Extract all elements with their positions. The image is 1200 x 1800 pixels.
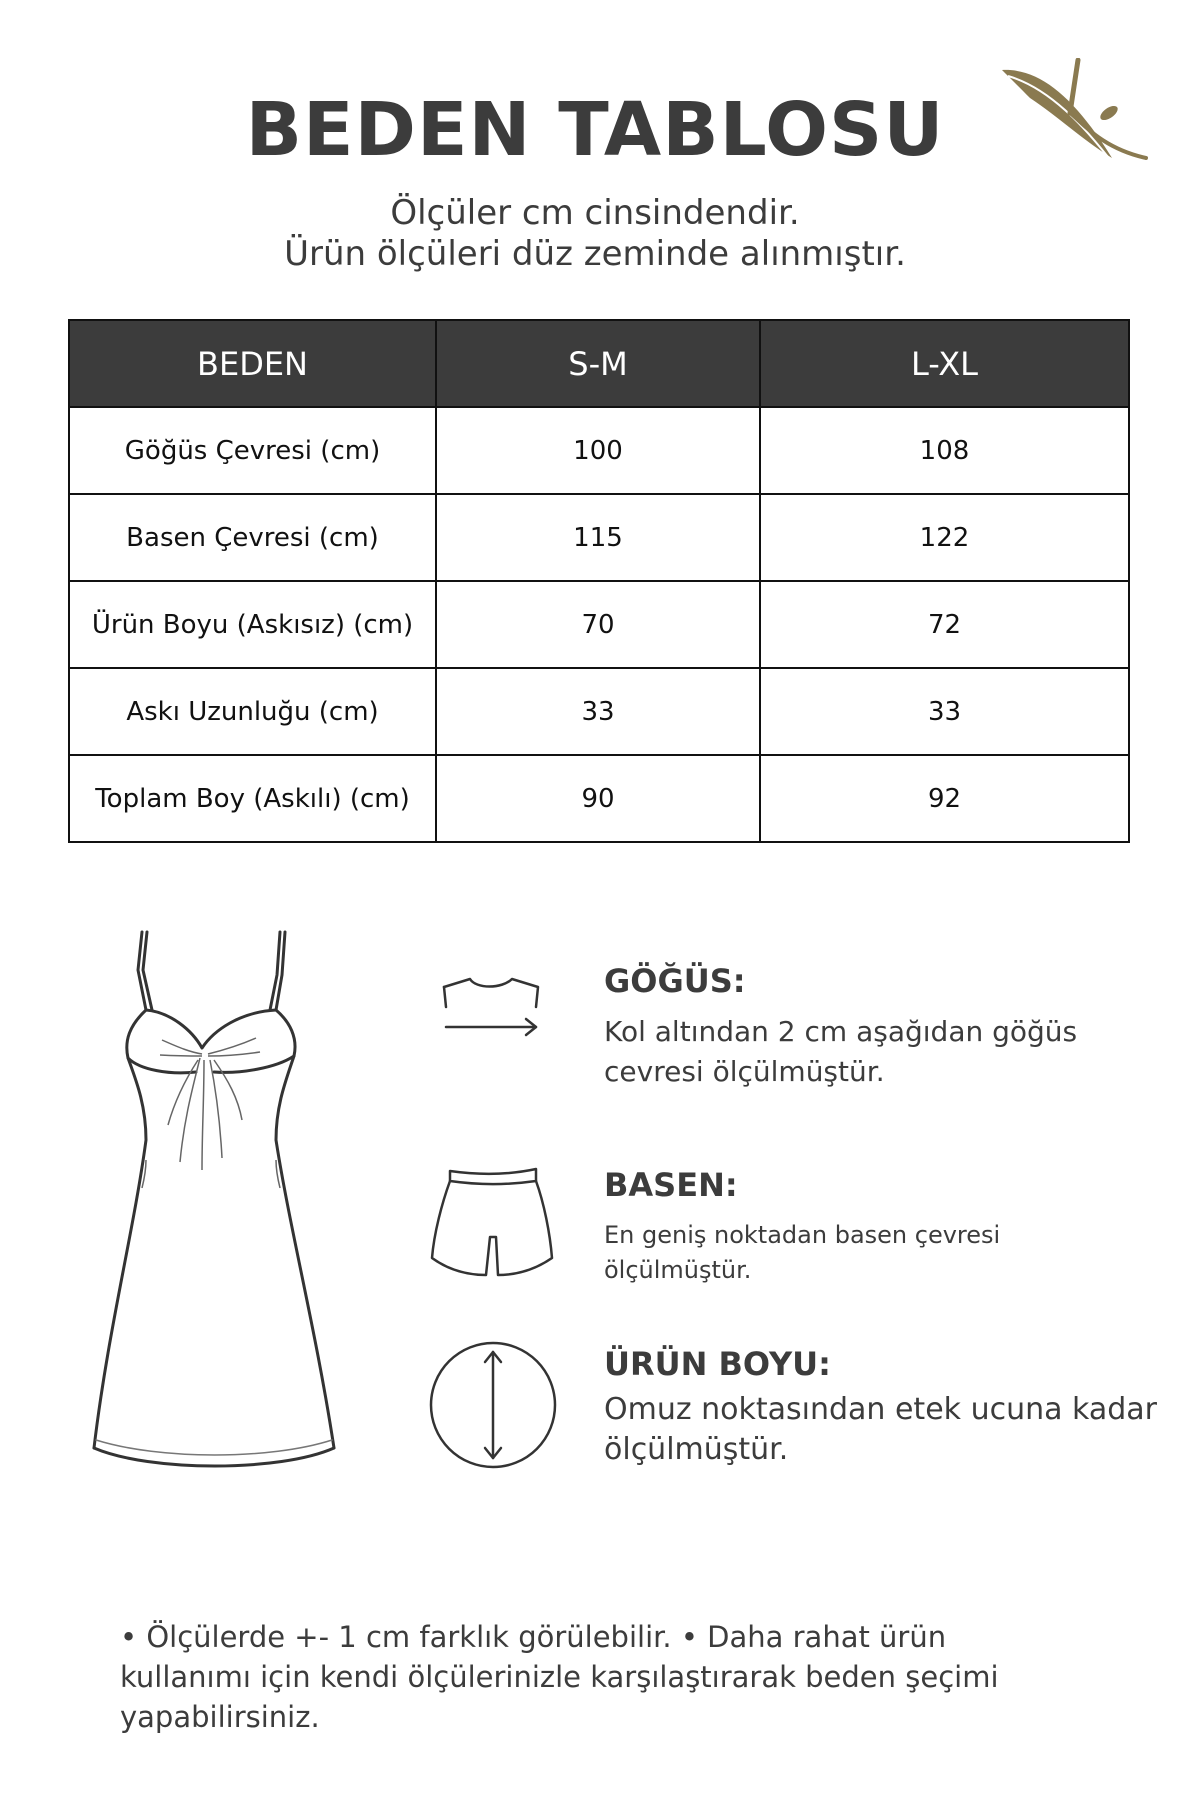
measurement-label: Toplam Boy (Askılı) (cm) — [69, 755, 436, 842]
table-cell: 115 — [436, 494, 760, 581]
measurement-label: Basen Çevresi (cm) — [69, 494, 436, 581]
footnote: • Ölçülerde +- 1 cm farklık görülebilir. • Daha rahat ürün kullanımı için kendi ölçülerinizle karşılaştırarak beden şeçimi yapabilirsiniz. — [120, 1620, 999, 1734]
measurement-label: Ürün Boyu (Askısız) (cm) — [69, 581, 436, 668]
length-description: Omuz noktasından etek ucuna kadar ölçülmüştür. — [604, 1392, 1158, 1467]
table-row — [69, 407, 1129, 494]
table-cell: 33 — [760, 668, 1129, 755]
size-table — [68, 319, 1130, 843]
table-row — [69, 755, 1129, 842]
chest-measure-icon — [440, 975, 545, 1045]
hip-measure-icon — [428, 1163, 558, 1283]
column-header: L-XL — [760, 320, 1129, 407]
chest-heading: GÖĞÜS: — [604, 962, 746, 1000]
hip-heading: BASEN: — [604, 1166, 738, 1204]
length-heading: ÜRÜN BOYU: — [604, 1345, 831, 1383]
page-title: BEDEN TABLOSU — [245, 87, 945, 173]
table-row — [69, 668, 1129, 755]
table-cell: 72 — [760, 581, 1129, 668]
table-cell: 90 — [436, 755, 760, 842]
table-cell: 122 — [760, 494, 1129, 581]
table-row — [69, 494, 1129, 581]
column-header: S-M — [436, 320, 760, 407]
dress-illustration — [80, 930, 350, 1475]
subtitle-line: Ürün ölçüleri düz zeminde alınmıştır. — [284, 234, 906, 274]
table-cell: 70 — [436, 581, 760, 668]
column-header: BEDEN — [69, 320, 436, 407]
table-header-row — [69, 320, 1129, 407]
table-row — [69, 581, 1129, 668]
length-measure-icon — [428, 1340, 558, 1470]
table-cell: 92 — [760, 755, 1129, 842]
hip-description: En geniş noktadan basen çevresi ölçülmüştür. — [604, 1221, 1001, 1284]
measurement-label: Askı Uzunluğu (cm) — [69, 668, 436, 755]
chest-description: Kol altından 2 cm aşağıdan göğüs cevresi ölçülmüştür. — [604, 1015, 1078, 1088]
measurement-label: Göğüs Çevresi (cm) — [69, 407, 436, 494]
table-cell: 108 — [760, 407, 1129, 494]
table-cell: 33 — [436, 668, 760, 755]
subtitle-line: Ölçüler cm cinsindendir. — [390, 193, 800, 233]
table-cell: 100 — [436, 407, 760, 494]
